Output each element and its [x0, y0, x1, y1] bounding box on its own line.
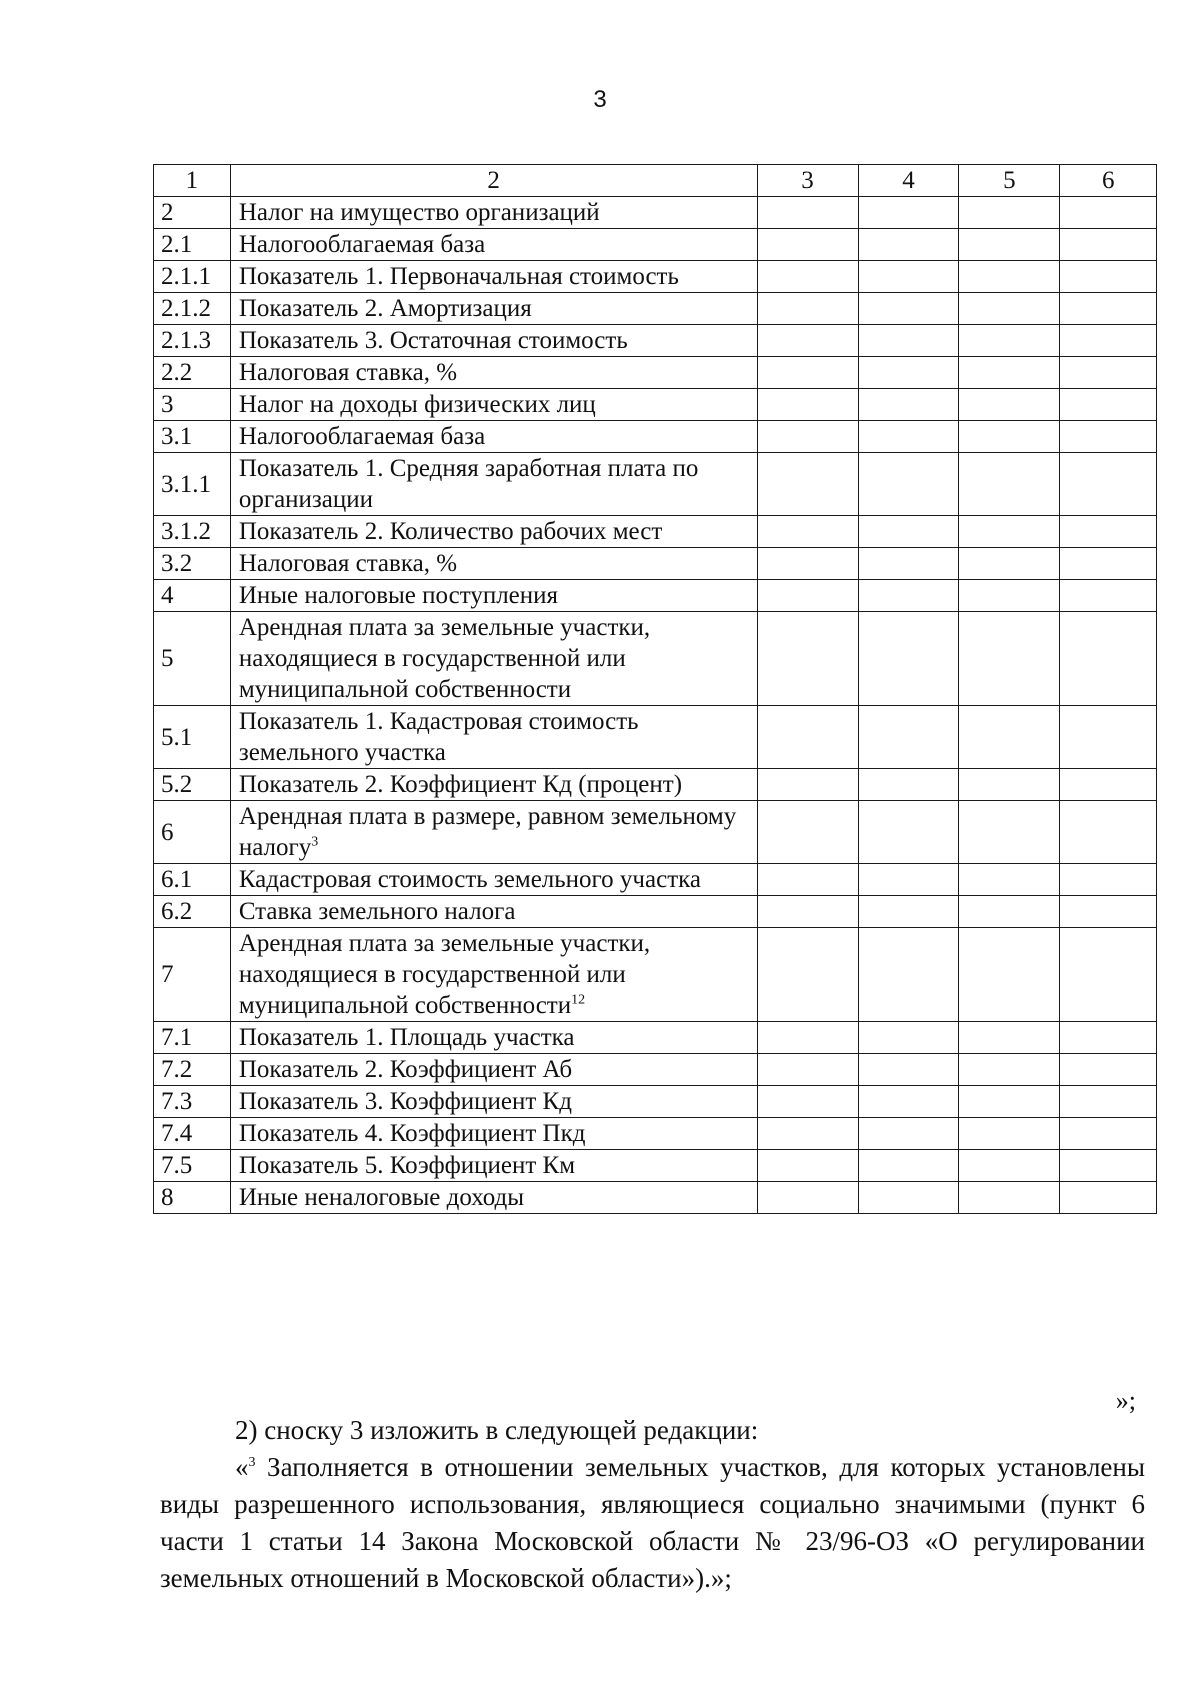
value-cell: [1060, 864, 1157, 896]
value-cell: [959, 801, 1060, 864]
row-label-cell: [230, 769, 757, 801]
value-cell: [959, 864, 1060, 896]
value-cell: [959, 706, 1060, 769]
row-label-cell: [230, 389, 757, 421]
header-cell: 6: [1060, 165, 1157, 197]
table-row: [154, 325, 1157, 357]
value-cell: [757, 612, 858, 706]
row-number-cell: 7: [154, 928, 231, 1022]
row-number-cell: 2.2: [154, 357, 231, 389]
table-row: [154, 928, 1157, 1022]
value-cell: [1060, 801, 1157, 864]
row-number-cell: 3.1.1: [154, 453, 231, 516]
value-cell: [858, 421, 959, 453]
value-cell: [1060, 928, 1157, 1022]
value-cell: [959, 1054, 1060, 1086]
row-label-cell: [230, 293, 757, 325]
footnote-text: Заполняется в отношении земельных участков, для которых установлены виды разрешенного использования, являющиеся социально значимыми (пункт 6 части 1 статьи 14 Закона Московской области № 23/96-ОЗ «О регулировании земельных отношений в Московской области»).»;: [160, 1452, 1145, 1593]
row-label-cell: [230, 357, 757, 389]
value-cell: [959, 896, 1060, 928]
value-cell: [959, 1086, 1060, 1118]
budget-table: [153, 164, 1157, 1214]
row-label-cell: [230, 229, 757, 261]
row-label-cell: [230, 1182, 757, 1214]
row-label-cell: [230, 1022, 757, 1054]
value-cell: [858, 293, 959, 325]
value-cell: [1060, 1118, 1157, 1150]
value-cell: [858, 389, 959, 421]
row-label: Налоговая ставка, %: [238, 359, 458, 386]
value-cell: [858, 1118, 959, 1150]
value-cell: [757, 229, 858, 261]
value-cell: [757, 357, 858, 389]
value-cell: [959, 1150, 1060, 1182]
value-cell: [858, 928, 959, 1022]
table-row: [154, 261, 1157, 293]
value-cell: [959, 293, 1060, 325]
value-cell: [757, 1118, 858, 1150]
row-number-cell: 3: [154, 389, 231, 421]
value-cell: [858, 612, 959, 706]
value-cell: [757, 801, 858, 864]
value-cell: [1060, 389, 1157, 421]
row-label: Показатель 1. Первоначальная стоимость: [238, 263, 679, 290]
value-cell: [858, 197, 959, 229]
table-row: [154, 293, 1157, 325]
row-label: Кадастровая стоимость земельного участка: [238, 866, 701, 893]
value-cell: [959, 261, 1060, 293]
page-number: 3: [593, 86, 607, 113]
row-label: Показатель 2. Количество рабочих мест: [238, 518, 663, 545]
header-cell: 5: [959, 165, 1060, 197]
value-cell: [757, 1054, 858, 1086]
value-cell: [858, 864, 959, 896]
row-number-cell: 7.4: [154, 1118, 231, 1150]
row-number-cell: 5.1: [154, 706, 231, 769]
value-cell: [858, 1022, 959, 1054]
row-number-cell: 3.1: [154, 421, 231, 453]
table-row: [154, 421, 1157, 453]
value-cell: [1060, 197, 1157, 229]
value-cell: [959, 580, 1060, 612]
value-cell: [1060, 896, 1157, 928]
paragraph-1: 2) сноску 3 изложить в следующей редакции:: [235, 1415, 759, 1445]
table-row: [154, 1054, 1157, 1086]
value-cell: [959, 1118, 1060, 1150]
row-label-cell: [230, 580, 757, 612]
value-cell: [757, 928, 858, 1022]
value-cell: [858, 229, 959, 261]
row-number-cell: 2.1.2: [154, 293, 231, 325]
row-number-cell: 7.3: [154, 1086, 231, 1118]
row-number-cell: 5: [154, 612, 231, 706]
row-label: Показатель 3. Остаточная стоимость: [238, 327, 628, 354]
value-cell: [1060, 580, 1157, 612]
value-cell: [959, 453, 1060, 516]
table-row: [154, 1150, 1157, 1182]
value-cell: [757, 1182, 858, 1214]
row-number-cell: 6.2: [154, 896, 231, 928]
value-cell: [858, 1150, 959, 1182]
row-label-cell: [230, 864, 757, 896]
row-label-cell: [230, 516, 757, 548]
row-number-cell: 8: [154, 1182, 231, 1214]
table-row: [154, 516, 1157, 548]
value-cell: [1060, 453, 1157, 516]
value-cell: [1060, 516, 1157, 548]
row-label: Налоговая ставка, %: [238, 550, 458, 577]
value-cell: [858, 357, 959, 389]
row-label-cell: [230, 421, 757, 453]
value-cell: [1060, 229, 1157, 261]
row-number-cell: 2.1: [154, 229, 231, 261]
row-label: Показатель 2. Амортизация: [238, 295, 532, 322]
row-label: Налогооблагаемая база: [238, 423, 486, 450]
row-label-cell: [230, 1086, 757, 1118]
row-label-cell: [230, 706, 757, 769]
value-cell: [959, 928, 1060, 1022]
value-cell: [959, 1022, 1060, 1054]
table-row: [154, 1182, 1157, 1214]
row-label-cell: [230, 197, 757, 229]
value-cell: [959, 197, 1060, 229]
value-cell: [1060, 612, 1157, 706]
row-label: Показатель 1. Площадь участка: [238, 1024, 575, 1051]
value-cell: [858, 261, 959, 293]
value-cell: [757, 453, 858, 516]
value-cell: [959, 769, 1060, 801]
row-label-cell: [230, 928, 757, 1022]
table-row: [154, 389, 1157, 421]
header-cell: 3: [757, 165, 858, 197]
value-cell: [1060, 357, 1157, 389]
value-cell: [757, 896, 858, 928]
value-cell: [757, 389, 858, 421]
value-cell: [1060, 421, 1157, 453]
value-cell: [1060, 1182, 1157, 1214]
row-label: Налог на доходы физических лиц: [238, 391, 596, 418]
value-cell: [1060, 293, 1157, 325]
footnote-marker: 3: [248, 1455, 256, 1470]
value-cell: [959, 389, 1060, 421]
value-cell: [1060, 1054, 1157, 1086]
value-cell: [959, 421, 1060, 453]
row-number-cell: 7.5: [154, 1150, 231, 1182]
table-row: [154, 580, 1157, 612]
table-row: [154, 896, 1157, 928]
row-label: Показатель 5. Коэффициент Км: [238, 1152, 576, 1179]
value-cell: [858, 769, 959, 801]
row-label: Арендная плата за земельные участки, находящиеся в государственной или муниципальной собственности: [238, 930, 651, 1019]
value-cell: [1060, 1086, 1157, 1118]
value-cell: [757, 293, 858, 325]
row-label: Налогооблагаемая база: [238, 231, 486, 258]
amendment-text: [160, 1412, 1145, 1597]
row-label: Показатель 2. Коэффициент Аб: [238, 1056, 573, 1083]
value-cell: [858, 1054, 959, 1086]
row-label: Показатель 4. Коэффициент Пкд: [238, 1120, 586, 1147]
value-cell: [757, 197, 858, 229]
footnote-marker: 12: [571, 992, 586, 1008]
row-label: Налог на имущество организаций: [238, 199, 600, 226]
row-label-cell: [230, 1150, 757, 1182]
value-cell: [858, 896, 959, 928]
value-cell: [757, 548, 858, 580]
value-cell: [858, 453, 959, 516]
row-number-cell: 2.1.1: [154, 261, 231, 293]
value-cell: [959, 612, 1060, 706]
row-number-cell: 3.1.2: [154, 516, 231, 548]
table-row: [154, 453, 1157, 516]
row-number-cell: 7.2: [154, 1054, 231, 1086]
row-label-cell: [230, 1118, 757, 1150]
row-label: Арендная плата в размере, равном земельному налогу: [238, 803, 737, 861]
value-cell: [858, 325, 959, 357]
value-cell: [757, 1150, 858, 1182]
row-number-cell: 2.1.3: [154, 325, 231, 357]
value-cell: [1060, 325, 1157, 357]
table-row: [154, 864, 1157, 896]
value-cell: [1060, 1150, 1157, 1182]
table-row: [154, 612, 1157, 706]
value-cell: [858, 706, 959, 769]
value-cell: [757, 1086, 858, 1118]
table-row: [154, 1086, 1157, 1118]
value-cell: [1060, 706, 1157, 769]
closing-quote: »;: [1115, 1386, 1136, 1415]
table-row: [154, 197, 1157, 229]
value-cell: [959, 325, 1060, 357]
table-header-row: [154, 165, 1157, 197]
value-cell: [959, 548, 1060, 580]
paragraph-2: [160, 1449, 1145, 1597]
row-number-cell: 6.1: [154, 864, 231, 896]
value-cell: [1060, 548, 1157, 580]
row-label: Ставка земельного налога: [238, 898, 516, 925]
value-cell: [959, 229, 1060, 261]
value-cell: [757, 769, 858, 801]
header-cell: 2: [230, 165, 757, 197]
value-cell: [757, 516, 858, 548]
value-cell: [858, 516, 959, 548]
table-row: [154, 357, 1157, 389]
budget-table-body: [154, 165, 1157, 1214]
value-cell: [757, 325, 858, 357]
row-label-cell: [230, 453, 757, 516]
table-row: [154, 1022, 1157, 1054]
value-cell: [959, 516, 1060, 548]
value-cell: [858, 580, 959, 612]
row-number-cell: 7.1: [154, 1022, 231, 1054]
row-number-cell: 4: [154, 580, 231, 612]
value-cell: [1060, 261, 1157, 293]
row-label-cell: [230, 896, 757, 928]
footnote-marker: 3: [311, 834, 319, 850]
value-cell: [858, 801, 959, 864]
row-label: Показатель 2. Коэффициент Кд (процент): [238, 771, 683, 798]
value-cell: [959, 1182, 1060, 1214]
value-cell: [757, 864, 858, 896]
value-cell: [858, 1182, 959, 1214]
row-label: Показатель 3. Коэффициент Кд: [238, 1088, 572, 1115]
value-cell: [1060, 1022, 1157, 1054]
value-cell: [858, 1086, 959, 1118]
row-label-cell: [230, 261, 757, 293]
row-label: Иные налоговые поступления: [238, 582, 559, 609]
table-row: [154, 548, 1157, 580]
value-cell: [757, 706, 858, 769]
header-cell: 1: [154, 165, 231, 197]
table-row: [154, 1118, 1157, 1150]
value-cell: [959, 357, 1060, 389]
value-cell: [757, 580, 858, 612]
row-label: Показатель 1. Средняя заработная плата по организации: [238, 455, 699, 513]
table-row: [154, 769, 1157, 801]
row-label-cell: [230, 801, 757, 864]
value-cell: [757, 421, 858, 453]
row-label-cell: [230, 1054, 757, 1086]
header-cell: 4: [858, 165, 959, 197]
value-cell: [757, 1022, 858, 1054]
row-label: Показатель 1. Кадастровая стоимость земельного участка: [238, 708, 639, 766]
value-cell: [858, 548, 959, 580]
table-row: [154, 801, 1157, 864]
value-cell: [757, 261, 858, 293]
row-number-cell: 5.2: [154, 769, 231, 801]
row-number-cell: 6: [154, 801, 231, 864]
row-label: Иные неналоговые доходы: [238, 1184, 525, 1211]
open-quote: «: [235, 1452, 249, 1482]
table-row: [154, 229, 1157, 261]
row-label-cell: [230, 612, 757, 706]
table-row: [154, 706, 1157, 769]
row-label-cell: [230, 548, 757, 580]
row-label: Арендная плата за земельные участки, находящиеся в государственной или муниципальной собственности: [238, 614, 651, 703]
row-label-cell: [230, 325, 757, 357]
value-cell: [1060, 769, 1157, 801]
row-number-cell: 3.2: [154, 548, 231, 580]
row-number-cell: 2: [154, 197, 231, 229]
